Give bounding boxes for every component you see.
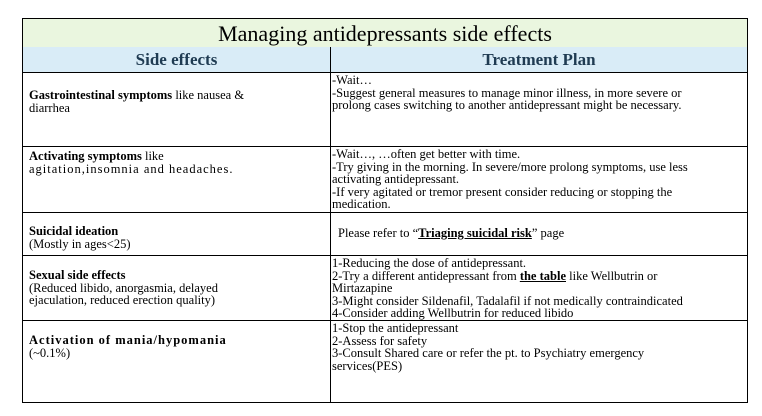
row-activating-plan: -Wait…, …often get better with time. -Try giving in the morning. In severe/more prolong symptoms, use less activating antidepressant. -If very agitated or tremor present consider reducing or stopping the medication. (332, 147, 688, 211)
side-effect-name: Activating symptoms (29, 149, 142, 163)
row-sexual-side: Sexual side effects (Reduced libido, anorgasmia, delayed ejaculation, reduced erection quality) (29, 268, 218, 307)
row-gastrointestinal-plan: -Wait… -Suggest general measures to manage minor illness, in more severe or prolong cases switching to another antidepressant might be necessary. (332, 73, 682, 112)
side-effect-name: Sexual side effects (29, 268, 126, 282)
row-gastrointestinal-side: Gastrointestinal symptoms like nausea & diarrhea (29, 88, 245, 115)
column-divider (330, 47, 331, 403)
side-effect-name: Gastrointestinal symptoms (29, 88, 173, 102)
row-mania-side: Activation of mania/hypomania (~0.1%) (29, 333, 227, 360)
the-table-link[interactable]: the table (519, 268, 566, 283)
row-divider (23, 212, 747, 213)
side-effect-name: Activation of mania/hypomania (29, 333, 227, 347)
row-sexual-plan: 1-Reducing the dose of antidepressant. 2-Try a different antidepressant from the table like Wellbutrin or Mirtazapine 3-Might consider Sildenafil, Tadalafil if not medically contraindicated 4-Consider adding Wellbutrin for reduced libido (332, 256, 683, 320)
row-suicidal-plan: Please refer to “Triaging suicidal risk” page (338, 226, 565, 240)
row-suicidal-side: Suicidal ideation (Mostly in ages<25) (29, 224, 131, 251)
header-side-effects: Side effects (23, 47, 331, 73)
side-effect-name: Suicidal ideation (29, 224, 119, 238)
side-effects-table (22, 18, 748, 403)
row-activating-side: Activating symptoms like agitation,insomnia and headaches. (29, 149, 234, 176)
table-title: Managing antidepressants side effects (23, 19, 747, 48)
triaging-suicidal-risk-link[interactable]: Triaging suicidal risk (418, 226, 532, 240)
row-mania-plan: 1-Stop the antidepressant 2-Assess for safety 3-Consult Shared care or refer the pt. to Psychiatry emergency services(PES) (332, 321, 645, 373)
header-treatment-plan: Treatment Plan (331, 47, 747, 73)
